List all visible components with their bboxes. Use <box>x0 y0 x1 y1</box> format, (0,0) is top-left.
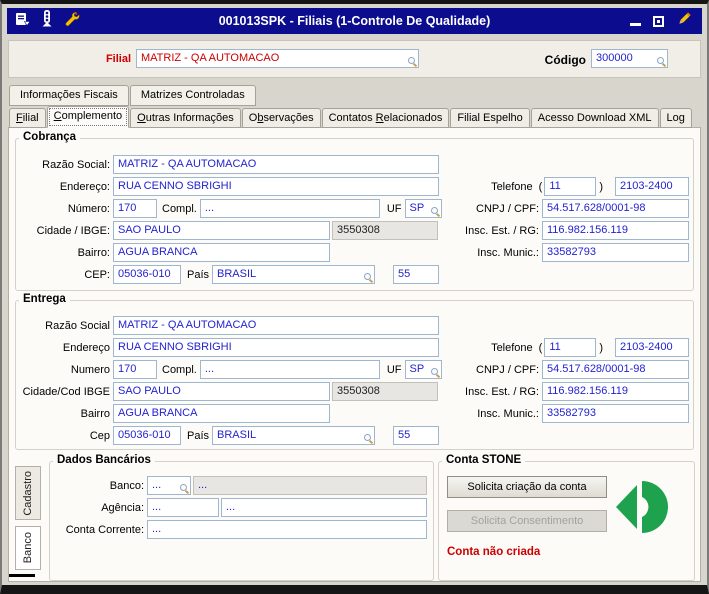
conta-corrente-input[interactable]: ... <box>147 520 427 539</box>
magnifier-icon[interactable] <box>179 484 189 494</box>
pencil-icon[interactable] <box>676 11 692 32</box>
entrega-cnpj-input[interactable]: 54.517.628/0001-98 <box>542 360 689 379</box>
top-tab-strip <box>9 84 257 106</box>
title-bar <box>7 8 702 34</box>
razao-social-label: Razão Social <box>45 319 110 332</box>
cobranca-group <box>15 131 694 291</box>
filial-input[interactable]: MATRIZ - QA AUTOMACAO <box>136 49 419 68</box>
banco-nome-field: ... <box>193 476 427 495</box>
tab-outras-informacoes[interactable]: Outras Informações <box>130 108 241 128</box>
codigo-input[interactable]: 300000 <box>591 49 668 68</box>
entrega-title: Entrega <box>19 293 70 305</box>
entrega-uf-input[interactable]: SP <box>405 360 442 379</box>
agencia-dv-input[interactable]: ... <box>221 498 427 517</box>
cobranca-endereco-input[interactable]: RUA CENNO SBRIGHI <box>113 177 439 196</box>
solicita-criacao-conta-button[interactable]: Solicita criação da conta <box>447 476 607 498</box>
tab-observacoes[interactable]: Observações <box>242 108 321 128</box>
tab-contatos-relacionados[interactable]: Contatos Relacionados <box>322 108 450 128</box>
entrega-insc-munic-input[interactable]: 33582793 <box>542 404 689 423</box>
paren-close: ) <box>599 180 603 193</box>
conta-stone-title: Conta STONE <box>442 454 525 466</box>
cobranca-compl-input[interactable]: ... <box>200 199 380 218</box>
endereco-label: Endereço <box>62 341 110 354</box>
cobranca-cnpj-input[interactable]: 54.517.628/0001-98 <box>542 199 689 218</box>
entrega-ddd-input[interactable]: 11 <box>544 338 596 357</box>
pais-label: País <box>187 268 210 281</box>
pais-label: País <box>187 429 210 442</box>
tab-log[interactable]: Log <box>660 108 692 128</box>
compl-label: Compl. <box>162 202 197 215</box>
entrega-insc-est-input[interactable]: 116.982.156.119 <box>542 382 689 401</box>
stone-logo-icon <box>615 478 669 541</box>
cobranca-insc-munic-input[interactable]: 33582793 <box>542 243 689 262</box>
cobranca-numero-input[interactable]: 170 <box>113 199 157 218</box>
wrench-icon[interactable] <box>63 11 80 32</box>
razao-social-label: Razão Social: <box>42 158 110 171</box>
totem-icon[interactable] <box>41 10 53 32</box>
tab-informacoes-fiscais[interactable]: Informações Fiscais <box>9 85 129 106</box>
entrega-compl-input[interactable]: ... <box>200 360 380 379</box>
agencia-label: Agência: <box>101 501 144 514</box>
window-title: 001013SPK - Filiais (1-Controle De Qualidade) <box>218 14 491 28</box>
cnpj-label: CNPJ / CPF: <box>476 202 539 215</box>
dados-bancarios-title: Dados Bancários <box>53 454 155 466</box>
entrega-cep-input[interactable]: 05036-010 <box>113 426 181 445</box>
insc-munic-label: Insc. Munic.: <box>477 407 539 420</box>
insc-est-label: Insc. Est. / RG: <box>465 224 539 237</box>
codigo-label: Código <box>544 53 586 67</box>
tab-filial[interactable]: Filial <box>9 108 46 128</box>
cnpj-label: CNPJ / CPF: <box>476 363 539 376</box>
tab-complemento[interactable]: Complemento <box>47 106 130 128</box>
form-icon[interactable] <box>15 11 31 32</box>
cidade-ibge-label: Cidade / IBGE: <box>36 224 110 237</box>
side-tab-cadastro[interactable]: Cadastro <box>15 466 41 520</box>
tab-indicator-line <box>9 574 35 577</box>
cobranca-razao-social-input[interactable]: MATRIZ - QA AUTOMACAO <box>113 155 439 174</box>
solicita-consentimento-button[interactable]: Solicita Consentimento <box>447 510 607 532</box>
tab-filial-espelho[interactable]: Filial Espelho <box>450 108 529 128</box>
banco-label: Banco: <box>109 479 144 492</box>
insc-est-label: Insc. Est. / RG: <box>465 385 539 398</box>
cidade-ibge-label: Cidade/Cod IBGE <box>22 385 110 398</box>
entrega-ddi-input[interactable]: 55 <box>393 426 439 445</box>
numero-label: Numero <box>70 363 110 376</box>
insc-munic-label: Insc. Munic.: <box>477 246 539 259</box>
cep-label: CEP: <box>84 268 110 281</box>
cobranca-ddi-input[interactable]: 55 <box>393 265 439 284</box>
cobranca-ibge-field: 3550308 <box>332 221 438 240</box>
entrega-telefone-input[interactable]: 2103-2400 <box>615 338 689 357</box>
cobranca-title: Cobrança <box>19 131 80 143</box>
conta-corrente-label: Conta Corrente: <box>65 523 144 536</box>
uf-label: UF <box>386 363 402 376</box>
entrega-bairro-input[interactable]: AGUA BRANCA <box>113 404 330 423</box>
dados-bancarios-group <box>49 454 434 581</box>
numero-label: Número: <box>67 202 110 215</box>
entrega-endereco-input[interactable]: RUA CENNO SBRIGHI <box>113 338 439 357</box>
maximize-button[interactable] <box>653 16 664 27</box>
entrega-ibge-field: 3550308 <box>332 382 438 401</box>
bairro-label: Bairro <box>80 407 110 420</box>
minimize-button[interactable] <box>630 23 641 26</box>
main-tab-strip <box>9 106 693 128</box>
cobranca-pais-input[interactable]: BRASIL <box>212 265 375 284</box>
agencia-input[interactable]: ... <box>147 498 219 517</box>
cep-label: Cep <box>89 429 110 442</box>
entrega-cidade-input[interactable]: SAO PAULO <box>113 382 330 401</box>
entrega-numero-input[interactable]: 170 <box>113 360 157 379</box>
cobranca-telefone-input[interactable]: 2103-2400 <box>615 177 689 196</box>
endereco-label: Endereço: <box>59 180 110 193</box>
paren-open: ( <box>538 341 543 354</box>
cobranca-ddd-input[interactable]: 11 <box>544 177 596 196</box>
cobranca-cidade-input[interactable]: SAO PAULO <box>113 221 330 240</box>
banco-codigo-input[interactable]: ... <box>147 476 191 495</box>
filial-label: Filial <box>105 53 131 65</box>
entrega-razao-social-input[interactable]: MATRIZ - QA AUTOMACAO <box>113 316 439 335</box>
entrega-pais-input[interactable]: BRASIL <box>212 426 375 445</box>
entrega-group <box>15 293 694 450</box>
cobranca-cep-input[interactable]: 05036-010 <box>113 265 181 284</box>
magnifier-icon[interactable] <box>363 434 373 444</box>
cobranca-bairro-input[interactable]: AGUA BRANCA <box>113 243 330 262</box>
tab-content-panel <box>8 127 701 582</box>
paren-open: ( <box>538 180 543 193</box>
paren-close: ) <box>599 341 603 354</box>
tab-acesso-download-xml[interactable]: Acesso Download XML <box>531 108 659 128</box>
uf-label: UF <box>386 202 402 215</box>
telefone-label: Telefone <box>491 180 533 193</box>
header-panel <box>8 40 701 78</box>
cobranca-insc-est-input[interactable]: 116.982.156.119 <box>542 221 689 240</box>
side-tab-banco[interactable]: Banco <box>15 526 41 570</box>
magnifier-icon[interactable] <box>407 57 417 67</box>
conta-status-text: Conta não criada <box>447 546 541 558</box>
bairro-label: Bairro: <box>77 246 110 259</box>
cobranca-uf-input[interactable]: SP <box>405 199 442 218</box>
tab-matrizes-controladas[interactable]: Matrizes Controladas <box>130 85 256 106</box>
conta-stone-group <box>438 454 695 581</box>
magnifier-icon[interactable] <box>363 273 373 283</box>
compl-label: Compl. <box>162 363 197 376</box>
telefone-label: Telefone <box>491 341 533 354</box>
magnifier-icon[interactable] <box>656 57 666 67</box>
